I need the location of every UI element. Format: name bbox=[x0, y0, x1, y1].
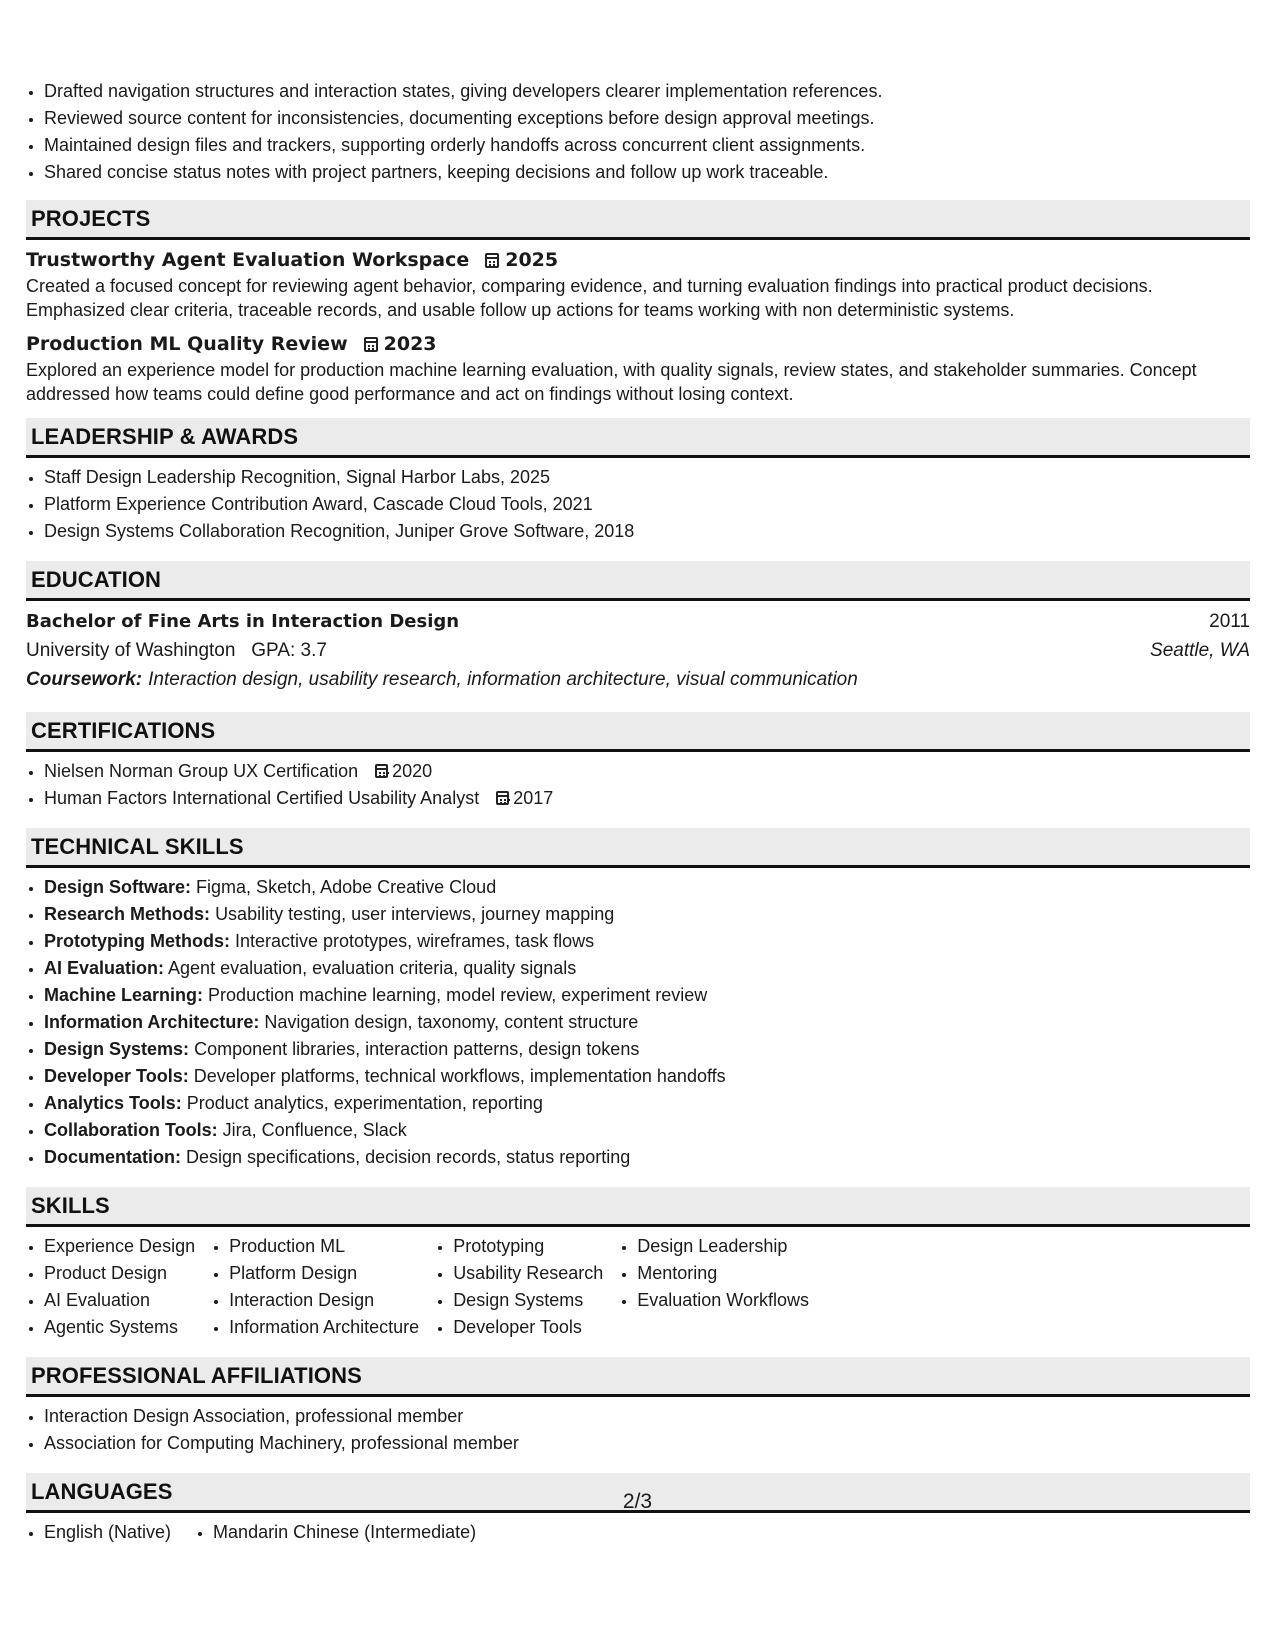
certification-year: 2020 bbox=[392, 761, 433, 781]
skills-column bbox=[619, 1233, 825, 1341]
technical-skills-section bbox=[26, 828, 1250, 1171]
list-item: • Interaction Design bbox=[229, 1287, 419, 1314]
list-item: • Design Systems Collaboration Recognition, Juniper Grove Software, 2018 bbox=[44, 518, 1250, 545]
certifications-section bbox=[26, 712, 1250, 812]
list-item bbox=[44, 785, 1250, 812]
school-location: Seattle, WA bbox=[1150, 640, 1250, 661]
project-year: 2023 bbox=[383, 333, 437, 355]
section-heading: PROJECTS bbox=[26, 200, 1250, 240]
section-heading: CERTIFICATIONS bbox=[26, 712, 1250, 752]
affiliations-list bbox=[26, 1403, 1250, 1457]
page-number: 2/3 bbox=[622, 1490, 653, 1513]
skill-value: Product analytics, experimentation, reporting bbox=[186, 1093, 543, 1113]
skills-section bbox=[26, 1187, 1250, 1341]
calendar-icon bbox=[496, 791, 509, 805]
section-heading: PROFESSIONAL AFFILIATIONS bbox=[26, 1357, 1250, 1397]
calendar-icon bbox=[375, 764, 388, 778]
languages-row bbox=[26, 1519, 1250, 1546]
graduation-year: 2011 bbox=[1209, 611, 1250, 632]
list-item: • AI Evaluation bbox=[44, 1287, 195, 1314]
technical-skills-list bbox=[26, 874, 1250, 1171]
school-name: University of Washington bbox=[26, 640, 236, 661]
skill-label: Information Architecture: bbox=[44, 1012, 260, 1032]
skill-value: Component libraries, interaction patterns, design tokens bbox=[194, 1039, 640, 1059]
list-item: • Platform Design bbox=[229, 1260, 419, 1287]
project-description: Explored an experience model for production machine learning evaluation, with quality signals, review states, and stakeholder summaries. Concept addressed how teams could define good performance and act on findings without losing context. bbox=[26, 360, 1197, 404]
skill-label: Documentation: bbox=[44, 1147, 181, 1167]
list-item: • Agentic Systems bbox=[44, 1314, 195, 1341]
project-year: 2025 bbox=[505, 249, 559, 271]
resume-page bbox=[26, 78, 1250, 1562]
list-item bbox=[44, 955, 1250, 982]
section-heading: LEADERSHIP & AWARDS bbox=[26, 418, 1250, 458]
skill-label: AI Evaluation: bbox=[44, 958, 165, 978]
skill-value: Developer platforms, technical workflows, implementation handoffs bbox=[193, 1066, 726, 1086]
gpa: GPA: 3.7 bbox=[251, 640, 327, 661]
project-title bbox=[26, 330, 1250, 358]
skill-label: Analytics Tools: bbox=[44, 1093, 182, 1113]
affiliations-section bbox=[26, 1357, 1250, 1457]
list-item bbox=[44, 874, 1250, 901]
education-section bbox=[26, 561, 1250, 694]
list-item: • Interaction Design Association, professional member bbox=[44, 1403, 1250, 1430]
calendar-icon bbox=[364, 337, 378, 352]
skill-label: Research Methods: bbox=[44, 904, 211, 924]
skill-value: Design specifications, decision records, status reporting bbox=[186, 1147, 631, 1167]
leadership-list bbox=[26, 464, 1250, 545]
school-info bbox=[26, 636, 327, 665]
list-item bbox=[44, 1009, 1250, 1036]
skill-value: Usability testing, user interviews, journey mapping bbox=[215, 904, 615, 924]
list-item: • Maintained design files and trackers, supporting orderly handoffs across concurrent client assignments. bbox=[44, 132, 1250, 159]
list-item: • Information Architecture bbox=[229, 1314, 419, 1341]
degree-title: Bachelor of Fine Arts in Interaction Design bbox=[26, 611, 460, 632]
list-item: • Association for Computing Machinery, professional member bbox=[44, 1430, 1250, 1457]
list-item: • Mentoring bbox=[637, 1260, 809, 1287]
list-item: • Evaluation Workflows bbox=[637, 1287, 809, 1314]
projects-section bbox=[26, 200, 1250, 406]
list-item: • Developer Tools bbox=[453, 1314, 603, 1341]
list-item: • Design Systems bbox=[453, 1287, 603, 1314]
certifications-list bbox=[26, 758, 1250, 812]
coursework-label: Coursework: bbox=[26, 669, 143, 690]
skill-label: Machine Learning: bbox=[44, 985, 204, 1005]
skill-label: Developer Tools: bbox=[44, 1066, 189, 1086]
list-item bbox=[44, 758, 1250, 785]
list-item bbox=[44, 1063, 1250, 1090]
project-name: Trustworthy Agent Evaluation Workspace bbox=[26, 249, 470, 271]
skill-label: Design Software: bbox=[44, 877, 192, 897]
list-item: • Usability Research bbox=[453, 1260, 603, 1287]
list-item: • Prototyping bbox=[453, 1233, 603, 1260]
skill-label: Design Systems: bbox=[44, 1039, 190, 1059]
list-item bbox=[44, 901, 1250, 928]
list-item bbox=[44, 1036, 1250, 1063]
skill-label: Collaboration Tools: bbox=[44, 1120, 218, 1140]
section-heading: LANGUAGES bbox=[26, 1473, 1250, 1513]
list-item: • Reviewed source content for inconsistencies, documenting exceptions before design approval meetings. bbox=[44, 105, 1250, 132]
project-title bbox=[26, 246, 1250, 274]
skill-value: Navigation design, taxonomy, content structure bbox=[264, 1012, 639, 1032]
coursework-text: Interaction design, usability research, information architecture, visual communication bbox=[148, 669, 858, 690]
skills-grid bbox=[26, 1233, 1250, 1341]
list-item: • Product Design bbox=[44, 1260, 195, 1287]
list-item bbox=[44, 982, 1250, 1009]
list-item: • Experience Design bbox=[44, 1233, 195, 1260]
skill-label: Prototyping Methods: bbox=[44, 931, 230, 951]
certification-year: 2017 bbox=[513, 788, 554, 808]
section-heading: EDUCATION bbox=[26, 561, 1250, 601]
skills-column bbox=[435, 1233, 619, 1341]
list-item: • Platform Experience Contribution Award, Cascade Cloud Tools, 2021 bbox=[44, 491, 1250, 518]
experience-continued bbox=[26, 78, 1250, 186]
list-item bbox=[44, 1144, 1250, 1171]
skill-value: Figma, Sketch, Adobe Creative Cloud bbox=[196, 877, 497, 897]
certification-name: Human Factors International Certified Usability Analyst bbox=[44, 788, 480, 808]
project-name: Production ML Quality Review bbox=[26, 333, 348, 355]
skills-column bbox=[26, 1233, 211, 1341]
list-item: • Production ML bbox=[229, 1233, 419, 1260]
leadership-section bbox=[26, 418, 1250, 545]
list-item: • Design Leadership bbox=[637, 1233, 809, 1260]
certification-name: Nielsen Norman Group UX Certification bbox=[44, 761, 359, 781]
skill-value: Jira, Confluence, Slack bbox=[222, 1120, 407, 1140]
list-item: • Drafted navigation structures and interaction states, giving developers clearer implementation references. bbox=[44, 78, 1250, 105]
skill-value: Production machine learning, model review, experiment review bbox=[208, 985, 708, 1005]
skill-value: Agent evaluation, evaluation criteria, quality signals bbox=[168, 958, 577, 978]
section-heading: TECHNICAL SKILLS bbox=[26, 828, 1250, 868]
calendar-icon bbox=[485, 253, 499, 268]
project-description: Created a focused concept for reviewing agent behavior, comparing evidence, and turning evaluation findings into practical product decisions. Emphasized clear criteria, traceable records, and usable follow up actions for teams working with non deterministic systems. bbox=[26, 276, 1153, 320]
coursework-row bbox=[26, 665, 1250, 694]
education-degree-row bbox=[26, 607, 1250, 636]
section-heading: SKILLS bbox=[26, 1187, 1250, 1227]
skill-value: Interactive prototypes, wireframes, task flows bbox=[235, 931, 595, 951]
skills-column bbox=[211, 1233, 435, 1341]
list-item bbox=[44, 928, 1250, 955]
education-school-row bbox=[26, 636, 1250, 665]
list-item: • Mandarin Chinese (Intermediate) bbox=[213, 1519, 476, 1546]
list-item: • Shared concise status notes with project partners, keeping decisions and follow up work traceable. bbox=[44, 159, 1250, 186]
list-item: • Staff Design Leadership Recognition, Signal Harbor Labs, 2025 bbox=[44, 464, 1250, 491]
experience-bullet-list bbox=[26, 78, 1250, 186]
list-item bbox=[44, 1090, 1250, 1117]
list-item: • English (Native) bbox=[44, 1519, 171, 1546]
list-item bbox=[44, 1117, 1250, 1144]
